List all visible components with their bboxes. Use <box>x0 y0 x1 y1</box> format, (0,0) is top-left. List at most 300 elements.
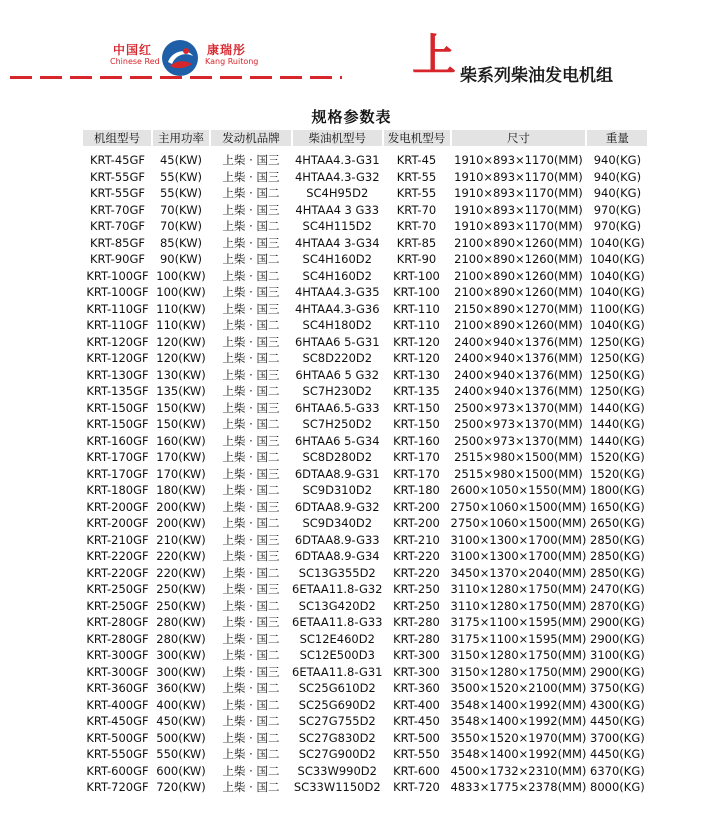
cell-model: KRT-250GF <box>86 598 149 613</box>
table-row <box>83 532 648 549</box>
cell-weight: 1440(KG) <box>590 433 645 448</box>
cell-diesel-model: 6DTAA8.9-G34 <box>294 549 380 564</box>
cell-weight: 2650(KG) <box>590 516 645 531</box>
cell-weight: 1040(KG) <box>590 285 645 300</box>
cell-generator-model: KRT-220 <box>393 549 440 564</box>
table-row <box>83 416 648 433</box>
table-row <box>83 449 648 466</box>
cell-engine-brand: 上柴 · 国三 <box>222 499 280 514</box>
cell-engine-brand: 上柴 · 国二 <box>222 747 280 762</box>
cell-model: KRT-220GF <box>86 549 149 564</box>
header-power: 主用功率 <box>152 130 210 146</box>
cell-power: 170(KW) <box>156 450 206 465</box>
cell-weight: 1250(KG) <box>590 334 645 349</box>
cell-model: KRT-150GF <box>86 400 149 415</box>
cell-generator-model: KRT-200 <box>393 499 440 514</box>
logo-kang-ruitong-text: 康瑞彤 <box>207 43 247 57</box>
cell-generator-model: KRT-300 <box>393 664 440 679</box>
cell-generator-model: KRT-100 <box>393 268 440 283</box>
cell-generator-model: KRT-85 <box>396 235 437 250</box>
cell-model: KRT-200GF <box>86 499 149 514</box>
cell-generator-model: KRT-110 <box>393 318 440 333</box>
cell-model: KRT-100GF <box>86 285 149 300</box>
cell-model: KRT-130GF <box>86 367 149 382</box>
cell-model: KRT-300GF <box>86 648 149 663</box>
series-big-character: 上 <box>412 30 456 81</box>
cell-diesel-model: SC4H115D2 <box>302 219 372 234</box>
cell-power: 55(KW) <box>159 169 203 184</box>
cell-generator-model: KRT-110 <box>393 301 440 316</box>
cell-engine-brand: 上柴 · 国三 <box>222 169 280 184</box>
cell-engine-brand: 上柴 · 国二 <box>222 681 280 696</box>
cell-weight: 4450(KG) <box>590 747 645 762</box>
table-row <box>83 515 648 532</box>
table-row <box>83 680 648 697</box>
table-row <box>83 268 648 285</box>
header-model: 机组型号 <box>83 130 152 146</box>
cell-model: KRT-150GF <box>86 417 149 432</box>
cell-engine-brand: 上柴 · 国二 <box>222 763 280 778</box>
cell-weight: 2900(KG) <box>590 664 645 679</box>
cell-weight: 2900(KG) <box>590 615 645 630</box>
table-row <box>83 548 648 565</box>
cell-model: KRT-170GF <box>86 450 149 465</box>
cell-dimensions: 2515×980×1500(MM) <box>454 466 583 481</box>
cell-power: 550(KW) <box>156 747 206 762</box>
cell-power: 220(KW) <box>156 549 206 564</box>
table-row <box>83 614 648 631</box>
cell-dimensions: 2400×940×1376(MM) <box>454 334 583 349</box>
cell-dimensions: 3500×1520×2100(MM) <box>450 681 587 696</box>
cell-generator-model: KRT-500 <box>393 730 440 745</box>
cell-diesel-model: SC13G420D2 <box>298 598 376 613</box>
cell-dimensions: 3175×1100×1595(MM) <box>450 631 587 646</box>
cell-generator-model: KRT-170 <box>393 450 440 465</box>
cell-engine-brand: 上柴 · 国二 <box>222 417 280 432</box>
cell-model: KRT-400GF <box>86 697 149 712</box>
cell-engine-brand: 上柴 · 国三 <box>222 285 280 300</box>
cell-generator-model: KRT-280 <box>393 631 440 646</box>
cell-weight: 1100(KG) <box>590 301 645 316</box>
cell-model: KRT-210GF <box>86 532 149 547</box>
cell-diesel-model: 6ETAA11.8-G32 <box>292 582 383 597</box>
cell-weight: 1040(KG) <box>590 235 645 250</box>
cell-model: KRT-160GF <box>86 433 149 448</box>
cell-power: 200(KW) <box>156 516 206 531</box>
cell-diesel-model: 6ETAA11.8-G33 <box>292 615 383 630</box>
cell-engine-brand: 上柴 · 国二 <box>222 384 280 399</box>
table-row <box>83 350 648 367</box>
cell-diesel-model: 6DTAA8.9-G31 <box>294 466 380 481</box>
table-row <box>83 565 648 582</box>
table-title: 规格参数表 <box>311 108 392 126</box>
cell-dimensions: 3150×1280×1750(MM) <box>450 648 587 663</box>
cell-model: KRT-110GF <box>86 301 149 316</box>
cell-power: 100(KW) <box>156 285 206 300</box>
cell-engine-brand: 上柴 · 国二 <box>222 730 280 745</box>
table-row <box>83 284 648 301</box>
cell-engine-brand: 上柴 · 国二 <box>222 631 280 646</box>
cell-power: 150(KW) <box>156 400 206 415</box>
table-row <box>83 482 648 499</box>
cell-power: 250(KW) <box>156 598 206 613</box>
cell-diesel-model: SC27G830D2 <box>298 730 376 745</box>
table-row <box>83 713 648 730</box>
cell-engine-brand: 上柴 · 国二 <box>222 565 280 580</box>
cell-diesel-model: 6HTAA6 5-G34 <box>294 433 380 448</box>
cell-model: KRT-170GF <box>86 466 149 481</box>
cell-weight: 1250(KG) <box>590 351 645 366</box>
cell-model: KRT-500GF <box>86 730 149 745</box>
cell-model: KRT-135GF <box>86 384 149 399</box>
table-row <box>83 367 648 384</box>
cell-engine-brand: 上柴 · 国三 <box>222 334 280 349</box>
header-dashed-divider <box>10 76 342 79</box>
table-row <box>83 647 648 664</box>
cell-model: KRT-550GF <box>86 747 149 762</box>
table-row <box>83 251 648 268</box>
cell-power: 120(KW) <box>156 334 206 349</box>
cell-model: KRT-85GF <box>90 235 145 250</box>
cell-engine-brand: 上柴 · 国二 <box>222 252 280 267</box>
cell-dimensions: 3450×1370×2040(MM) <box>450 565 587 580</box>
cell-diesel-model: SC12E500D3 <box>299 648 375 663</box>
cell-dimensions: 3550×1520×1970(MM) <box>450 730 587 745</box>
cell-weight: 940(KG) <box>593 186 642 201</box>
table-header-row <box>83 130 648 146</box>
cell-diesel-model: 6ETAA11.8-G31 <box>292 664 383 679</box>
cell-power: 600(KW) <box>156 763 206 778</box>
cell-power: 220(KW) <box>156 565 206 580</box>
cell-engine-brand: 上柴 · 国三 <box>222 235 280 250</box>
cell-power: 280(KW) <box>156 615 206 630</box>
table-row <box>83 301 648 318</box>
cell-power: 180(KW) <box>156 483 206 498</box>
cell-engine-brand: 上柴 · 国三 <box>222 466 280 481</box>
cell-model: KRT-280GF <box>86 615 149 630</box>
cell-power: 400(KW) <box>156 697 206 712</box>
cell-power: 120(KW) <box>156 351 206 366</box>
table-row <box>83 499 648 516</box>
cell-power: 150(KW) <box>156 417 206 432</box>
cell-weight: 1520(KG) <box>590 466 645 481</box>
cell-diesel-model: 6HTAA6 5-G31 <box>294 334 380 349</box>
cell-diesel-model: SC4H160D2 <box>302 252 372 267</box>
table-row <box>83 697 648 714</box>
header-diesel-model: 柴油机型号 <box>292 130 383 146</box>
cell-dimensions: 2400×940×1376(MM) <box>454 384 583 399</box>
table-body <box>83 146 648 796</box>
cell-power: 110(KW) <box>156 301 206 316</box>
cell-model: KRT-45GF <box>90 153 145 168</box>
cell-weight: 6370(KG) <box>590 763 645 778</box>
cell-engine-brand: 上柴 · 国二 <box>222 780 280 795</box>
cell-generator-model: KRT-220 <box>393 565 440 580</box>
cell-engine-brand: 上柴 · 国三 <box>222 301 280 316</box>
cell-dimensions: 2150×890×1270(MM) <box>454 301 583 316</box>
header-generator-model: 发电机型号 <box>383 130 451 146</box>
cell-power: 70(KW) <box>159 202 203 217</box>
cell-engine-brand: 上柴 · 国二 <box>222 268 280 283</box>
cell-model: KRT-110GF <box>86 318 149 333</box>
cell-dimensions: 3548×1400×1992(MM) <box>450 697 587 712</box>
cell-engine-brand: 上柴 · 国三 <box>222 433 280 448</box>
cell-generator-model: KRT-250 <box>393 598 440 613</box>
logo-kang-ruitong-english: Kang Ruitong <box>205 57 259 66</box>
table-row <box>83 779 648 796</box>
cell-diesel-model: SC25G610D2 <box>298 681 376 696</box>
header-engine-brand: 发动机品牌 <box>210 130 292 146</box>
cell-weight: 1440(KG) <box>590 400 645 415</box>
cell-diesel-model: 6DTAA8.9-G32 <box>294 499 380 514</box>
cell-generator-model: KRT-150 <box>393 400 440 415</box>
cell-diesel-model: 4HTAA4.3-G32 <box>294 169 380 184</box>
cell-engine-brand: 上柴 · 国二 <box>222 714 280 729</box>
cell-dimensions: 3100×1300×1700(MM) <box>450 549 587 564</box>
cell-engine-brand: 上柴 · 国二 <box>222 450 280 465</box>
cell-model: KRT-200GF <box>86 516 149 531</box>
cell-generator-model: KRT-300 <box>393 648 440 663</box>
table-row <box>83 202 648 219</box>
cell-weight: 4450(KG) <box>590 714 645 729</box>
cell-engine-brand: 上柴 · 国三 <box>222 549 280 564</box>
cell-model: KRT-250GF <box>86 582 149 597</box>
cell-diesel-model: 6DTAA8.9-G33 <box>294 532 380 547</box>
cell-generator-model: KRT-135 <box>393 384 440 399</box>
cell-weight: 1040(KG) <box>590 268 645 283</box>
cell-generator-model: KRT-250 <box>393 582 440 597</box>
cell-power: 110(KW) <box>156 318 206 333</box>
cell-engine-brand: 上柴 · 国三 <box>222 532 280 547</box>
table-row <box>83 169 648 186</box>
cell-engine-brand: 上柴 · 国二 <box>222 318 280 333</box>
cell-weight: 970(KG) <box>593 202 642 217</box>
cell-generator-model: KRT-720 <box>393 780 440 795</box>
cell-engine-brand: 上柴 · 国三 <box>222 582 280 597</box>
cell-weight: 1440(KG) <box>590 417 645 432</box>
page-header <box>0 0 703 100</box>
cell-diesel-model: SC8D220D2 <box>302 351 373 366</box>
cell-power: 210(KW) <box>156 532 206 547</box>
cell-weight: 1040(KG) <box>590 318 645 333</box>
cell-power: 160(KW) <box>156 433 206 448</box>
header-weight: 重量 <box>586 130 648 146</box>
cell-generator-model: KRT-600 <box>393 763 440 778</box>
logo-chinese-red-text: 中国红 <box>113 43 153 57</box>
cell-weight: 3750(KG) <box>590 681 645 696</box>
cell-dimensions: 2100×890×1260(MM) <box>454 285 583 300</box>
cell-generator-model: KRT-120 <box>393 334 440 349</box>
table-row <box>83 763 648 780</box>
cell-diesel-model: SC7H230D2 <box>302 384 372 399</box>
table-row <box>83 383 648 400</box>
cell-generator-model: KRT-150 <box>393 417 440 432</box>
cell-power: 200(KW) <box>156 499 206 514</box>
cell-dimensions: 2750×1060×1500(MM) <box>450 516 587 531</box>
cell-diesel-model: 4HTAA4.3-G36 <box>294 301 380 316</box>
cell-diesel-model: 4HTAA4 3 G33 <box>295 202 380 217</box>
table-row <box>83 317 648 334</box>
cell-model: KRT-180GF <box>86 483 149 498</box>
cell-diesel-model: SC8D280D2 <box>302 450 373 465</box>
table-row <box>83 746 648 763</box>
cell-diesel-model: SC27G900D2 <box>298 747 376 762</box>
cell-power: 170(KW) <box>156 466 206 481</box>
cell-dimensions: 2600×1050×1550(MM) <box>450 483 587 498</box>
cell-weight: 2850(KG) <box>590 565 645 580</box>
logo-swirl-icon <box>160 38 200 78</box>
cell-weight: 1250(KG) <box>590 384 645 399</box>
cell-weight: 2850(KG) <box>590 549 645 564</box>
cell-power: 280(KW) <box>156 631 206 646</box>
table-row <box>83 185 648 202</box>
cell-weight: 970(KG) <box>593 219 642 234</box>
cell-diesel-model: SC25G690D2 <box>298 697 376 712</box>
cell-dimensions: 3110×1280×1750(MM) <box>450 582 587 597</box>
cell-weight: 1650(KG) <box>590 499 645 514</box>
cell-engine-brand: 上柴 · 国三 <box>222 615 280 630</box>
table-row <box>83 235 648 252</box>
cell-diesel-model: SC9D340D2 <box>302 516 373 531</box>
cell-power: 90(KW) <box>159 252 203 267</box>
cell-engine-brand: 上柴 · 国二 <box>222 219 280 234</box>
cell-diesel-model: SC13G355D2 <box>298 565 376 580</box>
header-dimensions: 尺寸 <box>451 130 587 146</box>
cell-generator-model: KRT-200 <box>393 516 440 531</box>
cell-weight: 1800(KG) <box>590 483 645 498</box>
cell-generator-model: KRT-280 <box>393 615 440 630</box>
cell-model: KRT-360GF <box>86 681 149 696</box>
cell-diesel-model: SC33W1150D2 <box>293 780 381 795</box>
cell-power: 360(KW) <box>156 681 206 696</box>
cell-diesel-model: SC9D310D2 <box>302 483 373 498</box>
cell-diesel-model: SC12E460D2 <box>299 631 375 646</box>
cell-generator-model: KRT-70 <box>396 219 437 234</box>
cell-diesel-model: 4HTAA4.3-G31 <box>294 153 380 168</box>
cell-dimensions: 3110×1280×1750(MM) <box>450 598 587 613</box>
cell-diesel-model: SC27G755D2 <box>298 714 376 729</box>
cell-engine-brand: 上柴 · 国三 <box>222 367 280 382</box>
cell-generator-model: KRT-55 <box>396 186 437 201</box>
cell-diesel-model: 4HTAA4.3-G35 <box>294 285 380 300</box>
table-row <box>83 466 648 483</box>
cell-power: 500(KW) <box>156 730 206 745</box>
cell-generator-model: KRT-70 <box>396 202 437 217</box>
cell-dimensions: 1910×893×1170(MM) <box>454 219 583 234</box>
cell-dimensions: 2750×1060×1500(MM) <box>450 499 587 514</box>
cell-engine-brand: 上柴 · 国三 <box>222 400 280 415</box>
cell-dimensions: 3150×1280×1750(MM) <box>450 664 587 679</box>
cell-weight: 2900(KG) <box>590 631 645 646</box>
cell-model: KRT-55GF <box>90 186 145 201</box>
cell-model: KRT-300GF <box>86 664 149 679</box>
cell-weight: 940(KG) <box>593 169 642 184</box>
cell-diesel-model: 6HTAA6.5-G33 <box>294 400 380 415</box>
cell-dimensions: 4500×1732×2310(MM) <box>450 763 587 778</box>
cell-weight: 1250(KG) <box>590 367 645 382</box>
cell-weight: 2870(KG) <box>590 598 645 613</box>
spec-table <box>83 130 649 796</box>
cell-model: KRT-70GF <box>90 219 145 234</box>
cell-engine-brand: 上柴 · 国三 <box>222 153 280 168</box>
table-row <box>83 664 648 681</box>
table-row <box>83 218 648 235</box>
cell-dimensions: 2500×973×1370(MM) <box>454 417 583 432</box>
cell-weight: 1040(KG) <box>590 252 645 267</box>
cell-engine-brand: 上柴 · 国二 <box>222 186 280 201</box>
cell-weight: 940(KG) <box>593 153 642 168</box>
cell-weight: 2850(KG) <box>590 532 645 547</box>
cell-engine-brand: 上柴 · 国二 <box>222 598 280 613</box>
cell-dimensions: 2100×890×1260(MM) <box>454 318 583 333</box>
cell-diesel-model: SC4H95D2 <box>306 186 369 201</box>
cell-power: 100(KW) <box>156 268 206 283</box>
cell-generator-model: KRT-90 <box>396 252 437 267</box>
cell-dimensions: 1910×893×1170(MM) <box>454 169 583 184</box>
cell-dimensions: 2400×940×1376(MM) <box>454 351 583 366</box>
cell-dimensions: 2515×980×1500(MM) <box>454 450 583 465</box>
cell-dimensions: 3548×1400×1992(MM) <box>450 747 587 762</box>
cell-dimensions: 2500×973×1370(MM) <box>454 400 583 415</box>
cell-diesel-model: 4HTAA4 3-G34 <box>294 235 380 250</box>
cell-generator-model: KRT-130 <box>393 367 440 382</box>
cell-generator-model: KRT-450 <box>393 714 440 729</box>
cell-engine-brand: 上柴 · 国二 <box>222 697 280 712</box>
cell-model: KRT-220GF <box>86 565 149 580</box>
cell-weight: 1520(KG) <box>590 450 645 465</box>
cell-model: KRT-280GF <box>86 631 149 646</box>
cell-dimensions: 3175×1100×1595(MM) <box>450 615 587 630</box>
cell-dimensions: 1910×893×1170(MM) <box>454 186 583 201</box>
cell-power: 450(KW) <box>156 714 206 729</box>
cell-power: 300(KW) <box>156 648 206 663</box>
cell-model: KRT-120GF <box>86 334 149 349</box>
cell-dimensions: 2100×890×1260(MM) <box>454 235 583 250</box>
logo-chinese-red-english: Chinese Red <box>110 57 160 66</box>
cell-diesel-model: SC7H250D2 <box>302 417 372 432</box>
cell-diesel-model: SC33W990D2 <box>297 763 377 778</box>
cell-generator-model: KRT-160 <box>393 433 440 448</box>
cell-weight: 2470(KG) <box>590 582 645 597</box>
cell-diesel-model: SC4H160D2 <box>302 268 372 283</box>
cell-dimensions: 1910×893×1170(MM) <box>454 153 583 168</box>
cell-generator-model: KRT-55 <box>396 169 437 184</box>
cell-power: 135(KW) <box>156 384 206 399</box>
cell-engine-brand: 上柴 · 国二 <box>222 351 280 366</box>
cell-weight: 3700(KG) <box>590 730 645 745</box>
cell-power: 70(KW) <box>159 219 203 234</box>
table-row <box>83 400 648 417</box>
cell-power: 130(KW) <box>156 367 206 382</box>
cell-model: KRT-90GF <box>90 252 145 267</box>
cell-dimensions: 3548×1400×1992(MM) <box>450 714 587 729</box>
cell-generator-model: KRT-180 <box>393 483 440 498</box>
cell-generator-model: KRT-400 <box>393 697 440 712</box>
cell-diesel-model: 6HTAA6 5 G32 <box>295 367 380 382</box>
cell-dimensions: 2100×890×1260(MM) <box>454 268 583 283</box>
cell-power: 250(KW) <box>156 582 206 597</box>
cell-model: KRT-100GF <box>86 268 149 283</box>
cell-dimensions: 2100×890×1260(MM) <box>454 252 583 267</box>
cell-model: KRT-55GF <box>90 169 145 184</box>
cell-generator-model: KRT-210 <box>393 532 440 547</box>
series-title: 柴系列柴油发电机组 <box>460 66 613 86</box>
cell-weight: 8000(KG) <box>590 780 645 795</box>
cell-power: 85(KW) <box>159 235 203 250</box>
table-row <box>83 730 648 747</box>
cell-weight: 3100(KG) <box>590 648 645 663</box>
cell-model: KRT-720GF <box>86 780 149 795</box>
